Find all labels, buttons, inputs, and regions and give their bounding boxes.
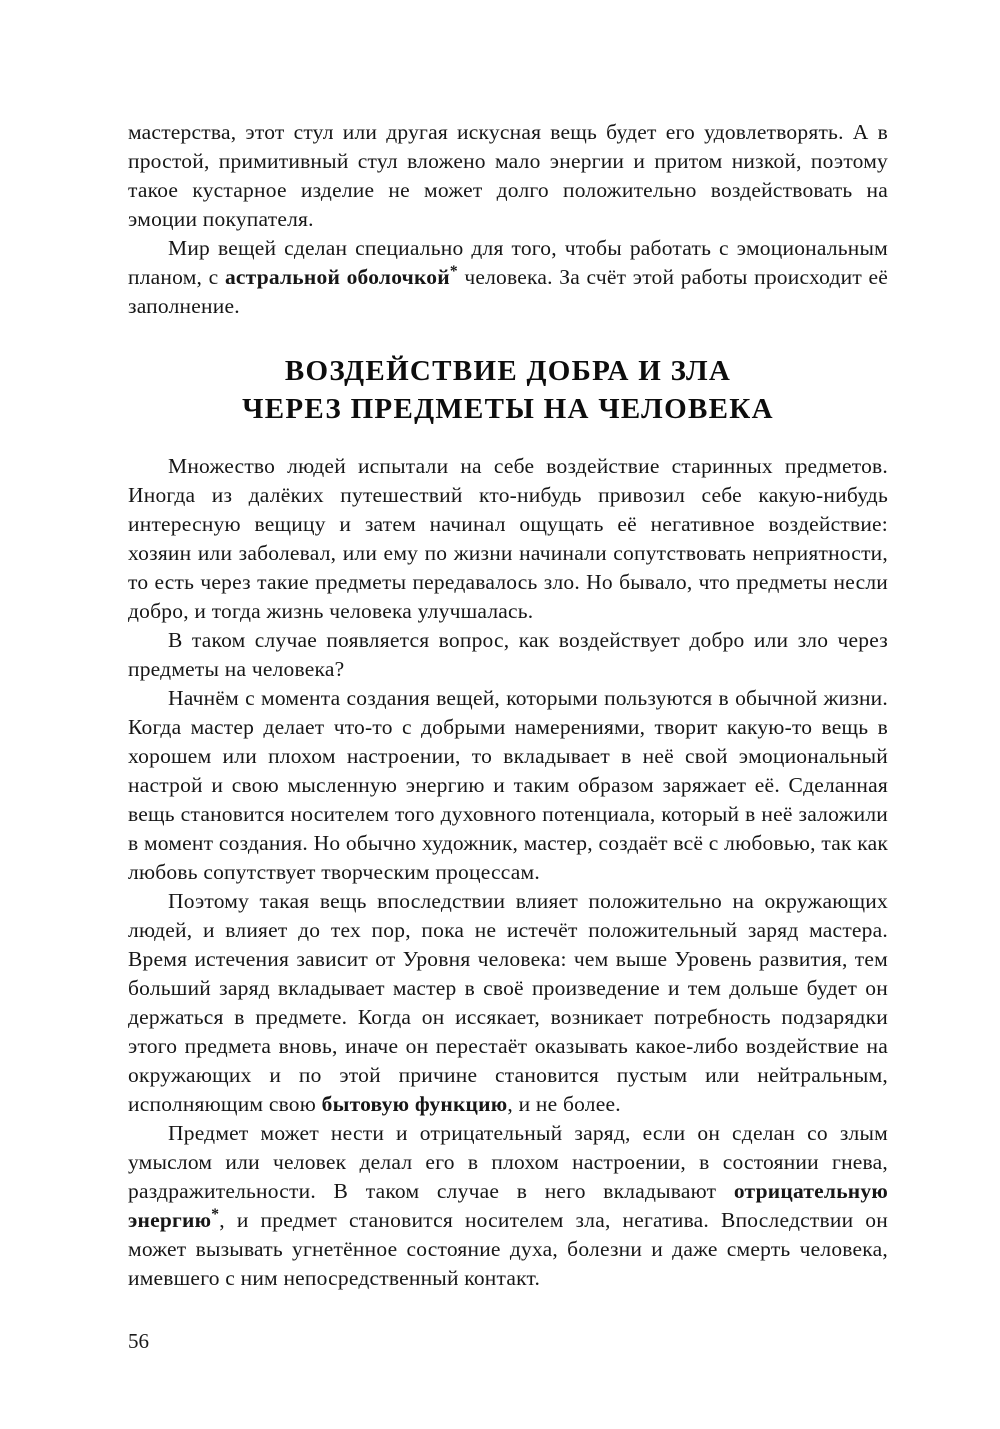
text-run: , и не более. [507,1092,621,1116]
section-heading [128,352,888,428]
section-heading-line-1: ВОЗДЕЙСТВИЕ ДОБРА И ЗЛА [284,355,732,387]
text-run: человека. За счёт этой работы происходит её заполнение. [128,265,888,318]
footnote-marker: * [449,262,458,280]
text-run: Предмет может нести и отрицательный заряд, если он сделан со злым умыслом или человек делал его в плохом настроении, в состоянии гнева, раздражительности. В таком случае в него вкладывают [128,1121,888,1203]
emphasis-term: астральной оболочкой [224,265,450,289]
text-run: В таком случае появляется вопрос, как воздействует добро или зло через предметы на человека? [128,628,888,681]
section-heading-text [128,352,888,428]
text-run: Мир вещей сделан специально для того, чтобы работать с эмоциональным планом, с [128,236,888,289]
footnote-marker: * [211,1205,220,1223]
emphasis-term: бытовую функцию [321,1092,508,1116]
top-text-block [128,118,888,321]
text-run: Множество людей испытали на себе воздействие старинных предметов. Иногда из далёких путешествий кто-нибудь привозил себе какую-нибудь интересную вещицу и затем начинал ощущать её негативное воздействие: хозяин или заболевал, или ему по жизни начинали сопутствовать неприятности, то есть через такие предметы передавалось зло. Но бывало, что предметы несли добро, и тогда жизнь человека улучшалась. [128,454,888,623]
para-vopros [128,626,888,684]
para-poetomu [128,887,888,1119]
emphasis-term: отрицательную энергию [128,1179,888,1232]
para-mnozhestvo [128,452,888,626]
para-nachnem [128,684,888,887]
section-heading-line-2: ЧЕРЕЗ ПРЕДМЕТЫ НА ЧЕЛОВЕКА [242,393,774,425]
page-number: 56 [128,1329,149,1353]
text-run: , и предмет становится носителем зла, негатива. Впоследствии он может вызывать угнетённое состояние духа, болезни и даже смерть человека, имевшего с ним непосредственный контакт. [128,1208,888,1290]
body-text-block [128,452,888,1293]
para-mir-veshchei [128,234,888,321]
text-run: мастерства, этот стул или другая искусная вещь будет его удовлетворять. А в простой, примитивный стул вложено мало энергии и притом низкой, поэтому такое кустарное изделие не может долго положительно воздействовать на эмоции покупателя. [128,120,888,231]
text-run: Поэтому такая вещь впоследствии влияет положительно на окружающих людей, и влияет до тех пор, пока не истечёт положительный заряд мастера. Время истечения зависит от Уровня человека: чем выше Уровень развития, тем больший заряд вкладывает мастер в своё произведение и тем дольше будет он держаться в предмете. Когда он иссякает, возникает потребность подзарядки этого предмета вновь, иначе он перестаёт оказывать какое-либо воздействие на окружающих и по этой причине становится пустым или нейтральным, исполняющим свою [128,889,888,1116]
para-continuation [128,118,888,234]
para-predmet [128,1119,888,1293]
text-run: Начнём с момента создания вещей, которыми пользуются в обычной жизни. Когда мастер делает что-то с добрыми намерениями, творит какую-то вещь в хорошем или плохом настроении, то вкладывает в неё свой эмоциональный настрой и свою мысленную энергию и таким образом заряжает её. Сделанная вещь становится носителем того духовного потенциала, который в неё заложили в момент создания. Но обычно художник, мастер, создаёт всё с любовью, так как любовь сопутствует творческим процессам. [128,686,888,884]
